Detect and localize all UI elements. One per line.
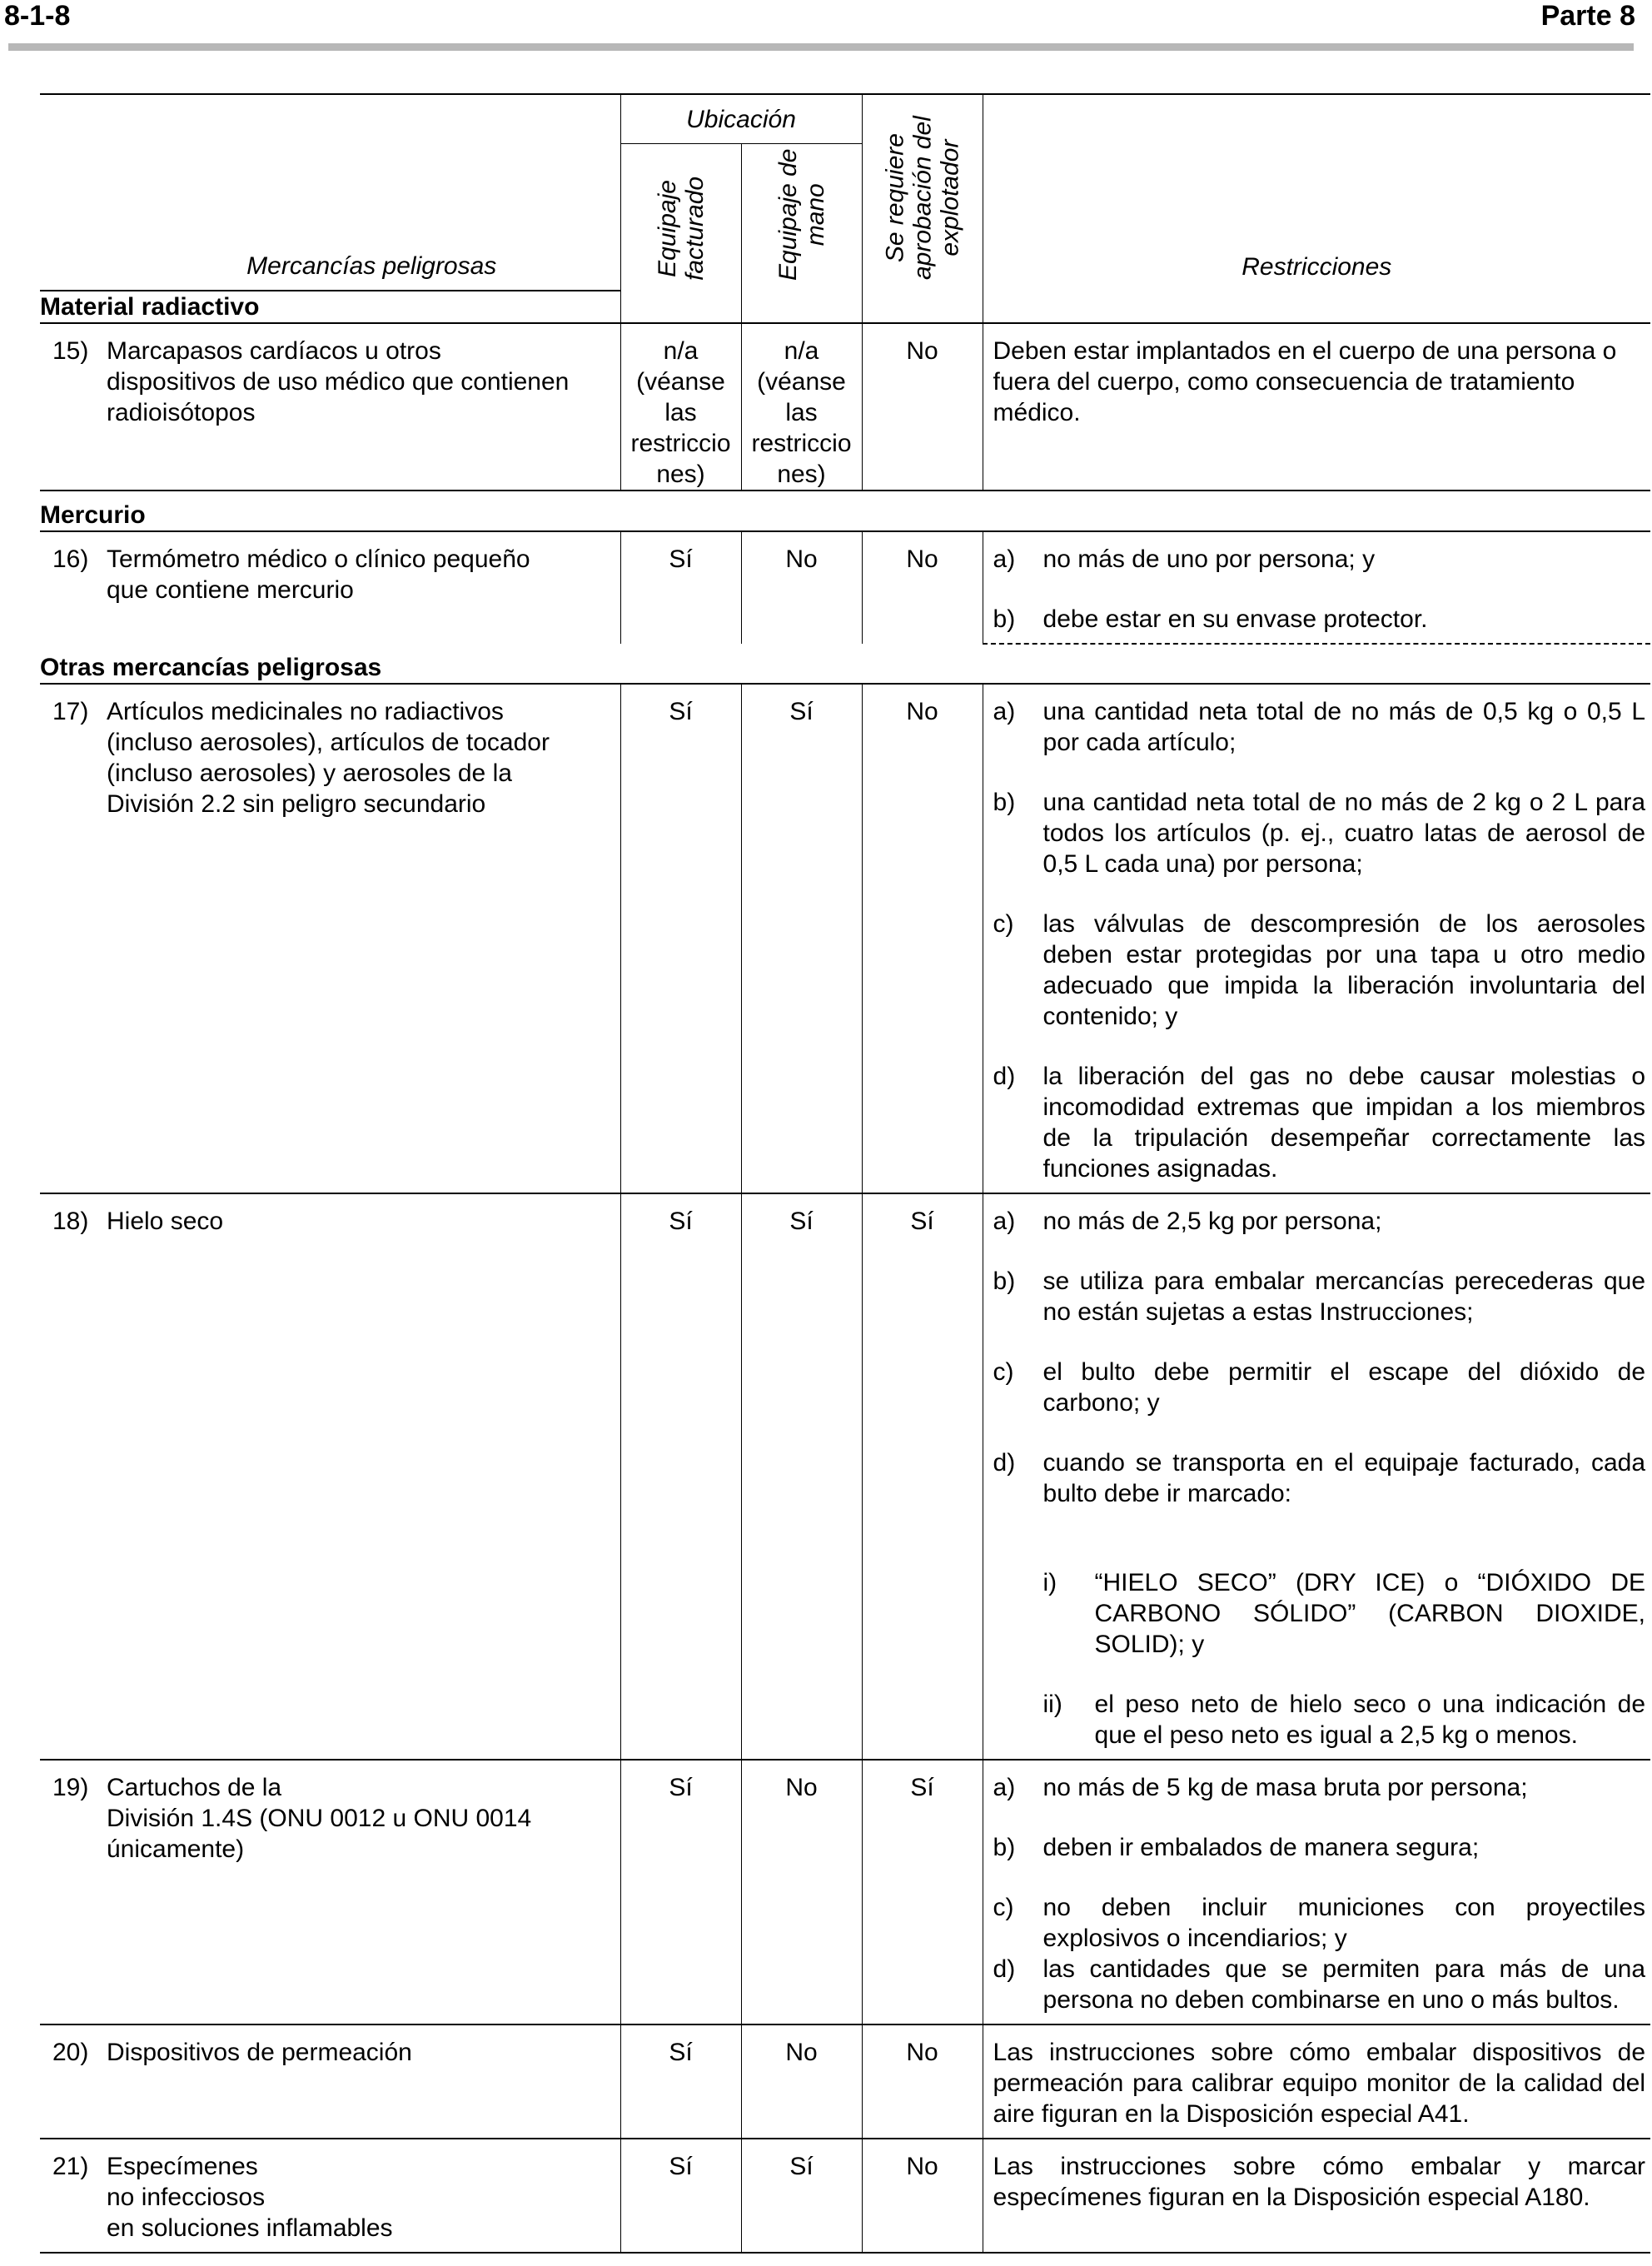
header-restrictions: Restricciones	[983, 94, 1650, 291]
list-item: a) no más de uno por persona; y	[993, 545, 1376, 573]
section-other: Otras mercancías peligrosas	[40, 654, 382, 681]
list-subitem: ii) el peso neto de hielo seco o una indicación de que el peso neto es igual a 2,5 kg o menos.	[1042, 1691, 1646, 1749]
list-item: c) no deben incluir municiones con proyectiles explosivos o incendiarios; y	[993, 1894, 1646, 1952]
header-location: Ubicación	[620, 94, 862, 144]
page-header	[0, 0, 1652, 58]
page-number: 8-1-8	[4, 0, 71, 32]
list-item: d) cuando se transporta en el equipaje facturado, cada bulto debe ir marcado:	[993, 1449, 1646, 1507]
table-row-19: 19) Cartuchos de la División 1.4S (ONU 0012 u ONU 0014 únicamente) Sí No Sí a) no más de 5 kg de masa bruta por persona; b) deben ir embalados de manera segura; c) no deben incluir municiones con proyectiles explosivos o incendiarios; y d) las cantidades que se permiten para más de una persona no deben combinarse en uno o más bultos.	[40, 1760, 1650, 2024]
part-label: Parte 8	[1540, 0, 1635, 32]
table-row-18: 18) Hielo seco Sí Sí Sí a) no más de 2,5 kg por persona; b) se utiliza para embalar mercancías perecederas que no están sujetas a estas Instrucciones; c) el bulto debe permitir el escape del dióxido de carbono; y d) cuando se transporta en el equipaje facturado, cada bulto debe ir marcado: i) “HIELO SECO” (DRY ICE) o “DIÓXIDO DE CARBONO SÓLIDO” (CARBON DIOXIDE, SOLID); y ii) el peso neto de hielo seco o una indicación de que el peso neto es igual a 2,5 kg o menos.	[40, 1193, 1650, 1760]
list-item: d) las cantidades que se permiten para más de una persona no deben combinarse en uno o más bultos.	[993, 1955, 1646, 2014]
list-subitem: i) “HIELO SECO” (DRY ICE) o “DIÓXIDO DE CARBONO SÓLIDO” (CARBON DIOXIDE, SOLID); y	[1042, 1569, 1646, 1658]
header-carry-on: Equipaje de mano	[741, 144, 862, 291]
header-dangerous-goods: Mercancías peligrosas	[40, 94, 620, 291]
list-item: a) no más de 2,5 kg por persona;	[993, 1208, 1382, 1235]
list-item: a) no más de 5 kg de masa bruta por persona;	[993, 1774, 1528, 1801]
table-row-16: 16) Termómetro médico o clínico pequeño que contiene mercurio Sí No No a) no más de uno por persona; y b) debe estar en su envase protector.	[40, 531, 1650, 644]
table-header-row	[40, 94, 1650, 144]
header-rule	[8, 43, 1634, 51]
section-radioactive: Material radiactivo	[40, 291, 1650, 323]
list-item: b) se utiliza para embalar mercancías perecederas que no están sujetas a estas Instrucciones;	[993, 1267, 1646, 1326]
table-row-17: 17) Artículos medicinales no radiactivos (incluso aerosoles), artículos de tocador (incluso aerosoles) y aerosoles de la División 2.2 sin peligro secundario Sí Sí No a) una cantidad neta total de no más de 0,5 kg o 0,5 L por cada artículo; b) una cantidad neta total de no más de 2 kg o 2 L para todos los artículos (p. ej., cuatro latas de aerosol de 0,5 L cada una) por persona; c) las válvulas de descompresión de los aerosoles deben estar protegidas por una tapa u otro medio adecuado que impida la liberación involuntaria del contenido; y d) la liberación del gas no debe causar molestias o incomodidad extremas que impidan a los miembros de la tripulación desempeñar correctamente las funciones asignadas.	[40, 684, 1650, 1193]
table-row-21: 21) Especímenes no infecciosos en soluciones inflamables Sí Sí No Las instrucciones sobre cómo embalar y marcar especímenes figuran en la Disposición especial A180.	[40, 2139, 1650, 2253]
list-item: a) una cantidad neta total de no más de 0,5 kg o 0,5 L por cada artículo;	[993, 698, 1646, 756]
table-row-15: 15) Marcapasos cardíacos u otros dispositivos de uso médico que contienen radioisótopos n/a (véanse las restriccio nes) n/a (véanse las restriccio nes) No Deben estar implantados en el cuerpo de una persona o fuera del cuerpo, como consecuencia de tratamiento médico.	[40, 323, 1650, 491]
list-item: d) la liberación del gas no debe causar molestias o incomodidad extremas que impidan a los miembros de la tripulación desempeñar correctamente las funciones asignadas.	[993, 1063, 1646, 1183]
list-item: b) deben ir embalados de manera segura;	[993, 1834, 1480, 1861]
table-row-20: 20) Dispositivos de permeación Sí No No Las instrucciones sobre cómo embalar dispositivos de permeación para calibrar equipo monitor de la calidad del aire figuran en la Disposición especial A41.	[40, 2024, 1650, 2139]
list-item: b) una cantidad neta total de no más de 2 kg o 2 L para todos los artículos (p. ej., cuatro latas de aerosol de 0,5 L cada una) por persona;	[993, 789, 1646, 878]
dangerous-goods-table	[40, 93, 1650, 2254]
header-checked-baggage: Equipaje facturado	[620, 144, 741, 291]
header-approval: Se requiere aprobación del explotador	[862, 94, 983, 291]
list-item: c) las válvulas de descompresión de los aerosoles deben estar protegidas por una tapa u otro medio adecuado que impida la liberación involuntaria del contenido; y	[993, 910, 1646, 1030]
list-item: c) el bulto debe permitir el escape del dióxido de carbono; y	[993, 1358, 1646, 1417]
section-mercury: Mercurio	[40, 491, 1650, 531]
list-item: b) debe estar en su envase protector.	[993, 605, 1428, 633]
